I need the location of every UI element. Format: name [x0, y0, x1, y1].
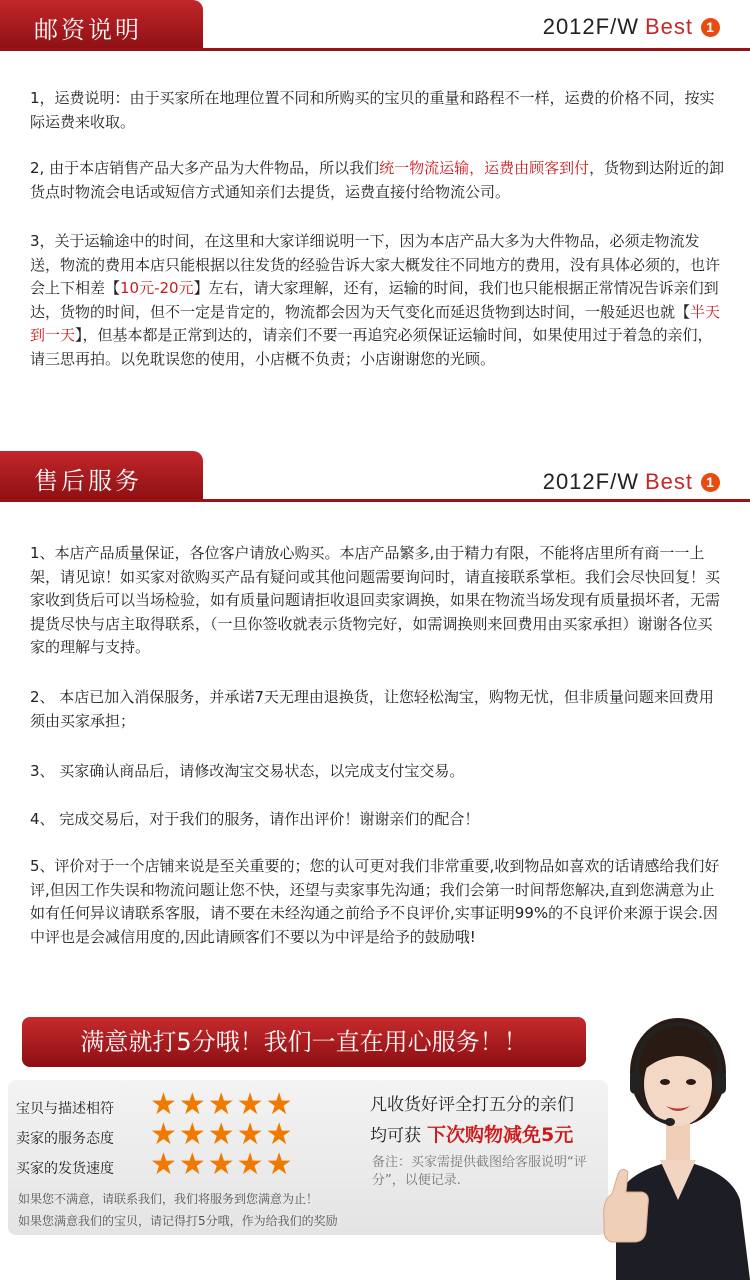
five-star-rating-icon: ★★★★★ [150, 1117, 295, 1152]
number-badge-icon: 1 [701, 18, 720, 37]
highlight-text: 半天到一天 [30, 302, 721, 344]
service-paragraph-4: 4、 完成交易后，对于我们的服务，请作出评价！谢谢亲们的配合！ [30, 810, 480, 828]
season-text: 2012F/W [542, 469, 639, 494]
promo-note: 备注：买家需提供截图给客服说明“评分”，以便记录. [372, 1155, 587, 1188]
rating-label: 买家的发货速度 [16, 1161, 114, 1177]
postage-paragraph-2 [30, 157, 726, 204]
unsatisfied-note: 如果您不满意，请联系我们，我们将服务到您满意为止！ [18, 1192, 319, 1206]
service-paragraph-2: 2、 本店已加入消保服务，并承诺7天无理由退换货，让您轻松淘宝，购物无忧，但非质量问题来回费用须由买家承担； [30, 688, 714, 730]
section-title: 邮资说明 [0, 0, 203, 48]
season-label [543, 14, 720, 40]
highlight-text: 统一物流运输，运费由顾客到付 [379, 159, 590, 177]
text-run: 3，关于运输途中的时间，在这里和大家详细说明一下，因为本店产品大多为大件物品，必须走物流发送，物流的费用本店只能根据以往发货的经验告诉大家大概发往不同地方的费用，没有具体必须的，也许会上下相差【 [30, 232, 721, 297]
best-text: Best [644, 469, 693, 494]
section-header-after-sales [0, 451, 750, 503]
text-run: 】，但基本都是正常到达的，请亲们不要一再追究必须保证运输时间，如果使用过于着急的亲们，请三思再拍。以免耽误您的使用，小店概不负责；小店谢谢您的光顾。 [30, 326, 713, 368]
service-paragraph-5: 5、评价对于一个店铺来说是至关重要的；您的认可更对我们非常重要,收到物品如喜欢的话请感给我们好评,但因工作失误和物流问题让您不快，还望与卖家事先沟通；我们会第一时间帮您解决,直到您满意为止如有任何异议请联系客服，请不要在未经沟通之前给予不良评价,实事证明99%的不良评价来源于误会.因中评也是会减信用度的,因此请顾客们不要以为中评是给予的鼓励哦! [30, 857, 720, 946]
section-title: 售后服务 [0, 451, 203, 499]
text-run: 】左右，请大家理解，还有，运输的时间，我们也只能根据正常情况告诉亲们到达，货物的时间，但不一定是肯定的，物流都会因为天气变化而延迟货物到达时间，一般延迟也就【 [30, 279, 719, 321]
header-rule [0, 499, 750, 502]
best-text: Best [644, 14, 693, 39]
five-star-rating-icon: ★★★★★ [150, 1087, 295, 1122]
highlight-text: 10元-20元 [120, 279, 194, 297]
service-paragraph-3: 3、 买家确认商品后，请修改淘宝交易状态，以完成支付宝交易。 [30, 762, 465, 780]
promo-line-1: 凡收货好评全打五分的亲们 [370, 1095, 574, 1115]
service-paragraph-1: 1、本店产品质量保证，各位客户请放心购买。本店产品繁多,由于精力有限，不能将店里所有商一一上架，请见谅！如买家对欲购买产品有疑问或其他问题需要询问时，请直接联系掌柜。我们会尽快回复！买家收到货后可以当场检验，如有质量问题请拒收退回卖家调换，如果在物流当场发现有质量损坏者，无需提货尽快与店主取得联系，（一旦你签收就表示货物完好，如需调换则来回费用由买家承担）谢谢各位买家的理解与支持。 [30, 544, 721, 656]
number-badge-icon: 1 [701, 473, 720, 492]
postage-paragraph-3 [30, 230, 726, 371]
promo-highlight: 下次购物减免5元 [427, 1124, 574, 1146]
rating-banner: 满意就打5分哦！我们一直在用心服务！！ [22, 1017, 586, 1067]
rating-label: 宝贝与描述相符 [16, 1101, 114, 1117]
customer-service-agent-icon [596, 1010, 750, 1280]
five-star-rating-icon: ★★★★★ [150, 1147, 295, 1182]
satisfied-note: 如果您满意我们的宝贝，请记得打5分哦，作为给我们的奖励 [18, 1214, 338, 1228]
header-rule [0, 48, 750, 51]
text-run: 2, 由于本店销售产品大多产品为大件物品，所以我们 [30, 159, 380, 177]
season-text: 2012F/W [542, 14, 639, 39]
promo-line-2 [370, 1120, 573, 1147]
postage-paragraph-1: 1，运费说明：由于买家所在地理位置不同和所购买的宝贝的重量和路程不一样，运费的价格不同，按实际运费来收取。 [30, 89, 715, 131]
season-label [543, 469, 720, 495]
text-run: ，货物到达附近的卸货点时物流会电话或短信方式通知亲们去提货，运费直接付给物流公司。 [30, 159, 725, 201]
rating-label: 卖家的服务态度 [16, 1131, 114, 1147]
promo-text: 均可获 [370, 1126, 421, 1146]
section-header-postage [0, 0, 750, 52]
